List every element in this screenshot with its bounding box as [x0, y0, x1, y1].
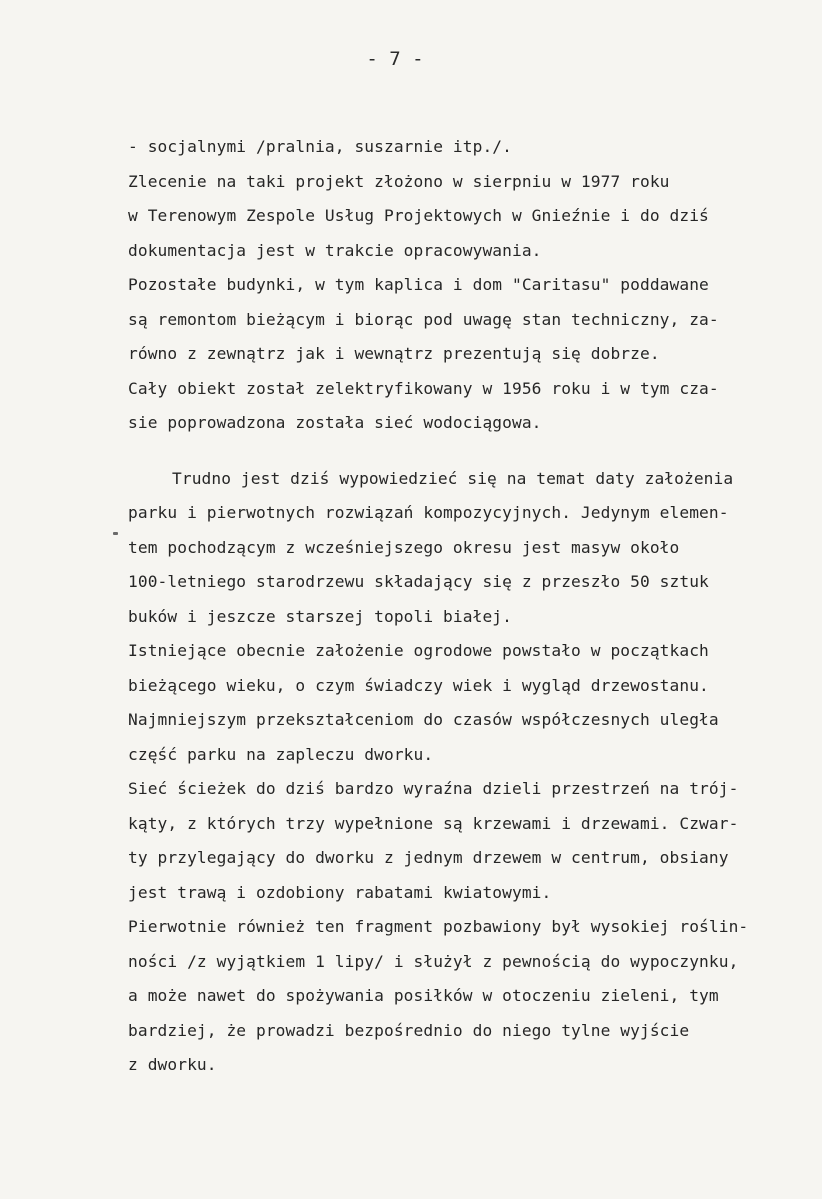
text-line: - socjalnymi /pralnia, suszarnie itp./. [128, 137, 512, 156]
text-line: część parku na zapleczu dworku. [128, 744, 434, 764]
text-line: Pozostałe budynki, w tym kaplica i dom "Caritasu" poddawane [128, 275, 709, 294]
text-line: równo z zewnątrz jak i wewnątrz prezentują się dobrze. [128, 344, 660, 363]
text-line: bardziej, że prowadzi bezpośrednio do niego tylne wyjście [128, 1020, 690, 1040]
paragraph-gap [128, 441, 788, 462]
text-line: Pierwotnie również ten fragment pozbawiony był wysokiej roślin- [128, 917, 749, 936]
text-line: z dworku. [128, 1055, 217, 1074]
text-line: Zlecenie na taki projekt złożono w sierpniu w 1977 roku [128, 171, 670, 191]
text-line: w Terenowym Zespole Usług Projektowych w Gnieźnie i do dziś [128, 206, 709, 225]
text-line: Trudno jest dziś wypowiedzieć się na temat daty założenia [172, 468, 734, 488]
text-line: a może nawet do spożywania posiłków w otoczeniu zieleni, tym [128, 986, 719, 1005]
text-line: kąty, z których trzy wypełnione są krzewami i drzewami. Czwar- [128, 813, 739, 833]
text-line: sie poprowadzona została sieć wodociągowa. [128, 413, 542, 432]
text-line: bieżącego wieku, o czym świadczy wiek i wygląd drzewostanu. [128, 675, 709, 695]
text-line: tem pochodzącym z wcześniejszego okresu jest masyw około [128, 537, 680, 557]
text-line: 100-letniego starodrzewu składający się z przeszło 50 sztuk [128, 572, 709, 591]
document-body [128, 130, 788, 1083]
text-line: buków i jeszcze starszej topoli białej. [128, 606, 512, 626]
text-line: jest trawą i ozdobiony rabatami kwiatowymi. [128, 882, 552, 902]
text-line: Najmniejszym przekształceniom do czasów współczesnych uległa [128, 710, 719, 729]
paragraph-2 [128, 462, 788, 1083]
margin-mark [113, 532, 118, 535]
text-line: są remontom bieżącym i biorąc pod uwagę stan techniczny, za- [128, 309, 719, 329]
paragraph-1 [128, 130, 788, 441]
text-line: Cały obiekt został zelektryfikowany w 1956 roku i w tym cza- [128, 378, 719, 398]
text-line: Istniejące obecnie założenie ogrodowe powstało w początkach [128, 641, 709, 660]
text-line: parku i pierwotnych rozwiązań kompozycyjnych. Jedynym elemen- [128, 503, 729, 522]
text-line: dokumentacja jest w trakcie opracowywania. [128, 240, 542, 260]
text-line: ności /z wyjątkiem 1 lipy/ i służył z pewnością do wypoczynku, [128, 951, 739, 971]
text-line: Sieć ścieżek do dziś bardzo wyraźna dzieli przestrzeń na trój- [128, 779, 739, 798]
text-line: ty przylegający do dworku z jednym drzewem w centrum, obsiany [128, 848, 729, 867]
page-number: - 7 - [366, 48, 424, 70]
